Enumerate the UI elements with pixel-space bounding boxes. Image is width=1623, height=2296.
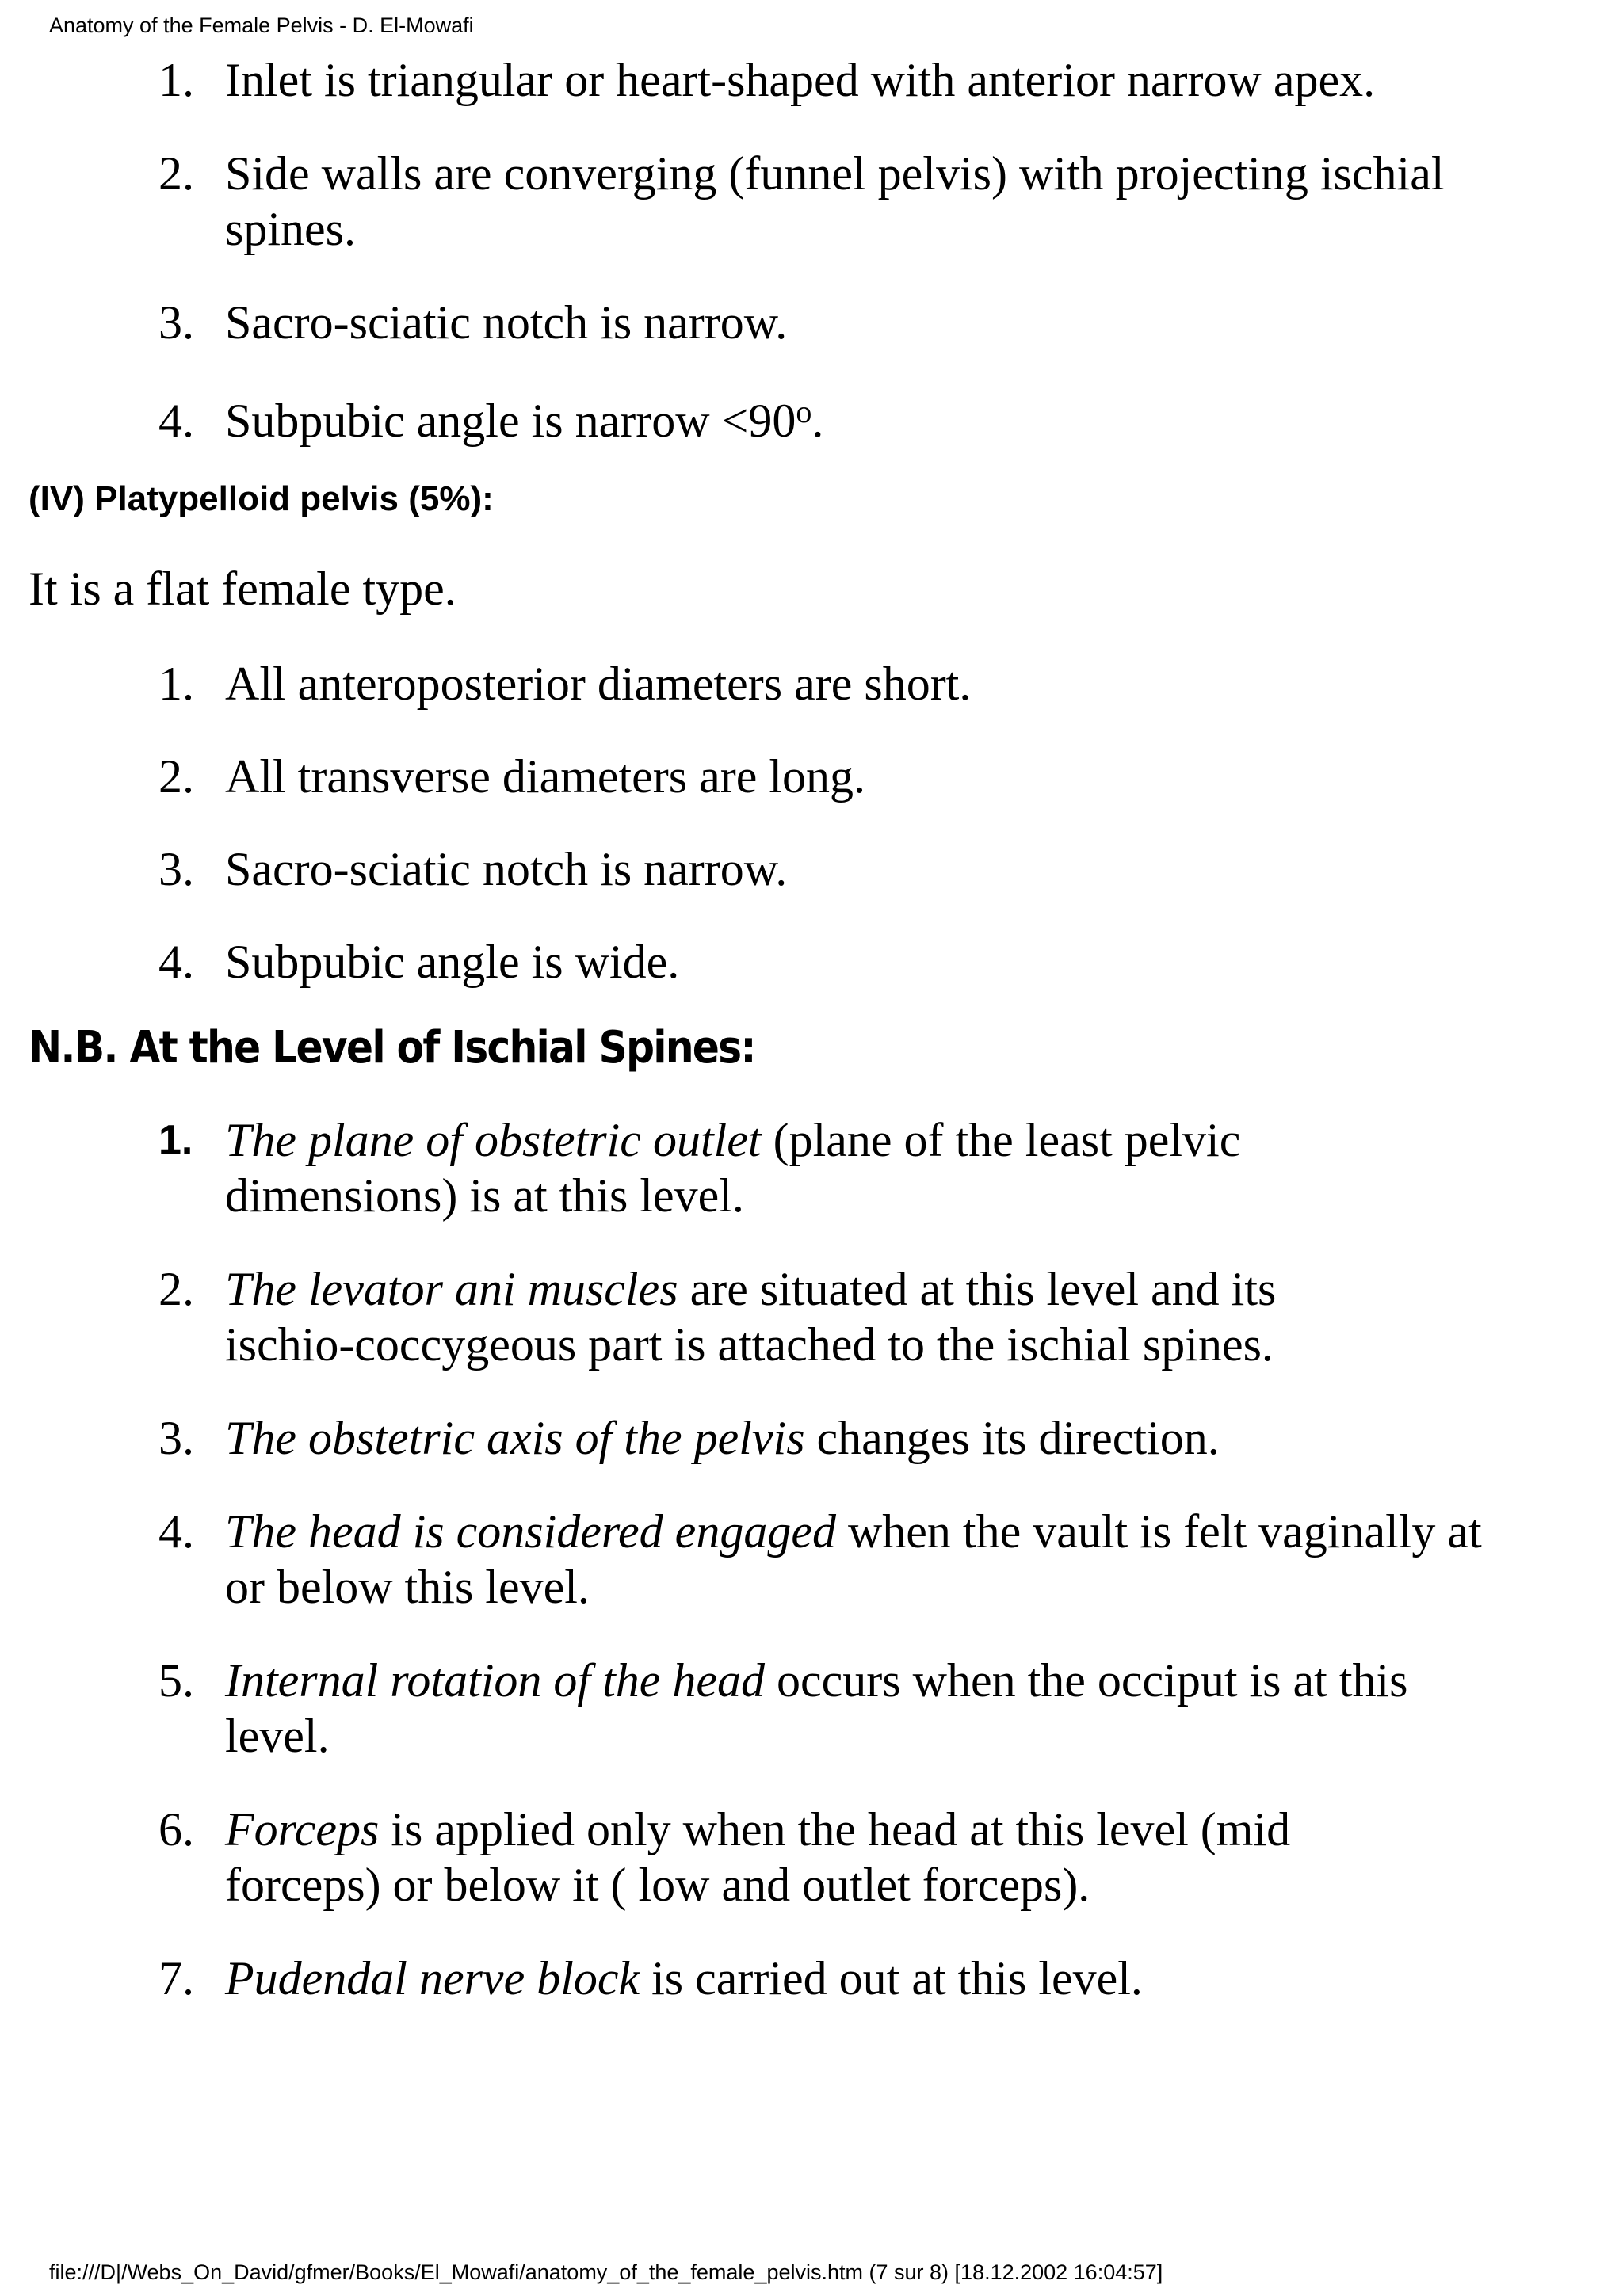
list-text-rest: is carried out at this level. <box>640 1952 1143 2004</box>
list-number: 3. <box>158 1412 194 1464</box>
list-text: Side walls are converging (funnel pelvis) with projecting ischial spines. <box>225 147 1445 255</box>
list-text-rest: when the vault is felt vaginally at or below this level. <box>225 1505 1482 1613</box>
print-footer: file:///D|/Webs_On_David/gfmer/Books/El_Mowafi/anatomy_of_the_female_pelvis.htm (7 sur 8) [18.12.2002 16:04:57] <box>49 2260 1163 2284</box>
list-number: 4. <box>158 936 194 988</box>
list-text-emphasis: The obstetric axis of the pelvis <box>225 1412 805 1464</box>
android-list <box>0 52 1623 448</box>
list-text <box>225 1952 1143 2004</box>
list-text <box>225 1505 1482 1613</box>
list-text-emphasis: The levator ani muscles <box>225 1263 678 1315</box>
list-number: 2. <box>158 1263 194 1315</box>
list-number: 1. <box>158 1117 193 1163</box>
list-item <box>0 1261 1395 1372</box>
list-number: 2. <box>158 147 194 200</box>
ischial-spines-list <box>0 1112 1623 2006</box>
platypelloid-heading: (IV) Platypelloid pelvis (5%): <box>29 479 494 518</box>
list-number: 5. <box>158 1654 194 1707</box>
list-text <box>225 1263 1276 1371</box>
list-number: 1. <box>158 54 194 106</box>
list-number: 2. <box>158 750 194 803</box>
list-number: 3. <box>158 296 194 349</box>
list-item <box>0 841 1623 897</box>
list-number: 7. <box>158 1952 194 2004</box>
list-text <box>225 1654 1408 1762</box>
list-text-rest: is applied only when the head at this level (mid forceps) or below it ( low and outlet forceps). <box>225 1803 1291 1911</box>
list-text <box>225 1114 1240 1222</box>
list-text-rest: occurs when the occiput is at this level. <box>225 1654 1408 1762</box>
list-text <box>225 395 823 447</box>
list-text: All anteroposterior diameters are short. <box>225 658 972 710</box>
platypelloid-list <box>0 656 1623 990</box>
list-text-rest: changes its direction. <box>804 1412 1220 1464</box>
list-item <box>0 1112 1395 1223</box>
list-item <box>0 146 1545 257</box>
list-text <box>225 1803 1290 1911</box>
list-text-rest: are situated at this level and its ischio-coccygeous part is attached to the ischial spines. <box>225 1263 1277 1371</box>
list-text-emphasis: Internal rotation of the head <box>225 1654 766 1707</box>
list-text-emphasis: The plane of obstetric outlet <box>225 1114 762 1166</box>
list-number: 3. <box>158 843 194 895</box>
list-text: Sacro-sciatic notch is narrow. <box>225 843 788 895</box>
list-text-emphasis: The head is considered engaged <box>225 1505 836 1558</box>
list-item <box>0 934 1623 990</box>
ischial-spines-heading: N.B. At the Level of Ischial Spines: <box>29 1022 755 1074</box>
list-text: All transverse diameters are long. <box>225 750 866 803</box>
list-number: 4. <box>158 1505 194 1558</box>
list-text-rest: (plane of the least pelvic dimensions) is at this level. <box>225 1114 1241 1222</box>
list-text: Subpubic angle is wide. <box>225 936 680 988</box>
list-item <box>0 749 1623 804</box>
list-text <box>225 1412 1220 1464</box>
list-number: 1. <box>158 658 194 710</box>
list-text-emphasis: Forceps <box>225 1803 380 1855</box>
list-text: Inlet is triangular or heart-shaped with anterior narrow apex. <box>225 54 1376 106</box>
list-item <box>0 1410 1623 1466</box>
list-item <box>0 393 1623 448</box>
list-item <box>0 1951 1623 2006</box>
list-item <box>0 656 1623 711</box>
list-text-main: Subpubic angle is narrow <90 <box>225 395 796 447</box>
list-text: Sacro-sciatic notch is narrow. <box>225 296 788 349</box>
list-item <box>0 1802 1379 1913</box>
degree-superscript: o <box>796 394 812 429</box>
list-item <box>0 1504 1545 1615</box>
print-header: Anatomy of the Female Pelvis - D. El-Mowafi <box>49 13 474 37</box>
list-text-emphasis: Pudendal nerve block <box>225 1952 640 2004</box>
list-text-end: . <box>812 395 824 447</box>
list-item <box>0 52 1623 108</box>
list-number: 6. <box>158 1803 194 1855</box>
platypelloid-intro: It is a flat female type. <box>29 563 456 615</box>
list-item <box>0 1653 1506 1764</box>
list-item <box>0 295 1623 350</box>
list-number: 4. <box>158 395 194 447</box>
